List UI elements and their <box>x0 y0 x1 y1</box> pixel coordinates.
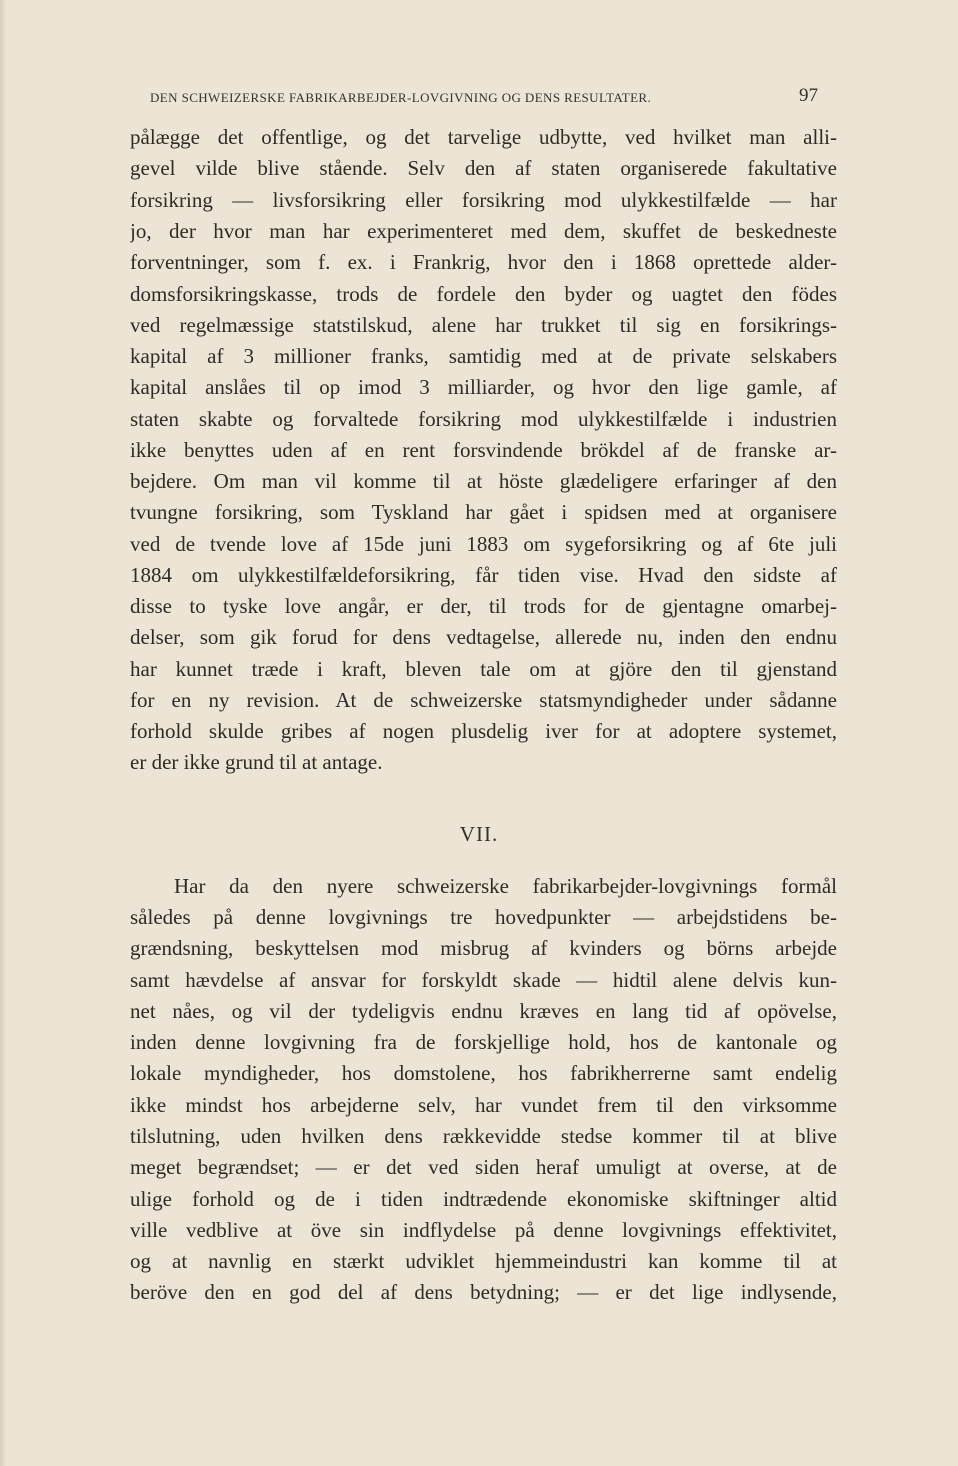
text-line: domsforsikringskasse, trods de fordele den byder og uagtet den födes <box>130 282 837 306</box>
text-line: staten skabte og forvaltede forsikring mod ulykkestilfælde i industrien <box>130 407 837 431</box>
page-edge-shadow <box>0 0 6 1466</box>
text-line: jo, der hvor man har experimenteret med dem, skuffet de beskedneste <box>130 219 837 243</box>
text-line: 1884 om ulykkestilfældeforsikring, får tiden vise. Hvad den sidste af <box>130 563 837 587</box>
text-line: net nåes, og vil der tydeligvis endnu kræves en lang tid af opövelse, <box>130 999 837 1023</box>
text-line: disse to tyske love angår, er der, til trods for de gjentagne omarbej- <box>130 594 837 618</box>
text-line: bejdere. Om man vil komme til at höste glædeligere erfaringer af den <box>130 469 837 493</box>
text-line: forventninger, som f. ex. i Frankrig, hvor den i 1868 oprettede alder- <box>130 250 837 274</box>
text-line: grændsning, beskyttelsen mod misbrug af kvinders og börns arbejde <box>130 936 837 960</box>
running-head <box>150 86 818 108</box>
text-line: ikke mindst hos arbejderne selv, har vundet frem til den virksomme <box>130 1093 837 1117</box>
text-line: meget begrændset; — er det ved siden heraf umuligt at overse, at de <box>130 1155 837 1179</box>
text-line: beröve den en god del af dens betydning; — er det lige indlysende, <box>130 1280 837 1304</box>
page-number: 97 <box>799 85 818 106</box>
text-line: er der ikke grund til at antage. <box>130 750 383 774</box>
text-line: ved de tvende love af 15de juni 1883 om sygeforsikring og af 6te juli <box>130 532 837 556</box>
text-line: Har da den nyere schweizerske fabrikarbejder-lovgivnings formål <box>174 874 837 898</box>
text-line: delser, som gik forud for dens vedtagelse, allerede nu, inden den endnu <box>130 625 837 649</box>
text-line: således på denne lovgivnings tre hovedpunkter — arbejdstidens be- <box>130 905 837 929</box>
text-line: ville vedblive at öve sin indflydelse på denne lovgivnings effektivitet, <box>130 1218 837 1242</box>
text-line: forsikring — livsforsikring eller forsikring mod ulykkestilfælde — har <box>130 188 837 212</box>
text-line: tvungne forsikring, som Tyskland har gået i spidsen med at organisere <box>130 500 837 524</box>
text-line: for en ny revision. At de schweizerske statsmyndigheder under sådanne <box>130 688 837 712</box>
text-line: ulige forhold og de i tiden indtrædende ekonomiske skiftninger altid <box>130 1187 837 1211</box>
text-line: ved regelmæssige statstilskud, alene har trukket til sig en forsikrings- <box>130 313 837 337</box>
text-line: og at navnlig en stærkt udviklet hjemmeindustri kan komme til at <box>130 1249 837 1273</box>
text-line: pålægge det offentlige, og det tarvelige udbytte, ved hvilket man alli- <box>130 125 837 149</box>
text-line: lokale myndigheder, hos domstolene, hos fabrikherrerne samt endelig <box>130 1061 837 1085</box>
text-line: har kunnet træde i kraft, bleven tale om at gjöre den til gjenstand <box>130 657 837 681</box>
running-head-title: DEN SCHWEIZERSKE FABRIKARBEJDER-LOVGIVNING OG DENS RESULTATER. <box>150 90 652 105</box>
text-line: samt hævdelse af ansvar for forskyldt skade — hidtil alene delvis kun- <box>130 968 837 992</box>
section-heading: VII. <box>459 822 499 846</box>
text-line: gevel vilde blive stående. Selv den af staten organiserede fakultative <box>130 156 837 180</box>
text-line: inden denne lovgivning fra de forskjellige hold, hos de kantonale og <box>130 1030 837 1054</box>
text-line: ikke benyttes uden af en rent forsvindende brökdel af de franske ar- <box>130 438 837 462</box>
text-line: tilslutning, uden hvilken dens rækkevidde stedse kommer til at blive <box>130 1124 837 1148</box>
text-line: forhold skulde gribes af nogen plusdelig iver for at adoptere systemet, <box>130 719 837 743</box>
text-line: kapital af 3 millioner franks, samtidig med at de private selskabers <box>130 344 837 368</box>
text-line: kapital anslåes til op imod 3 milliarder, og hvor den lige gamle, af <box>130 375 837 399</box>
